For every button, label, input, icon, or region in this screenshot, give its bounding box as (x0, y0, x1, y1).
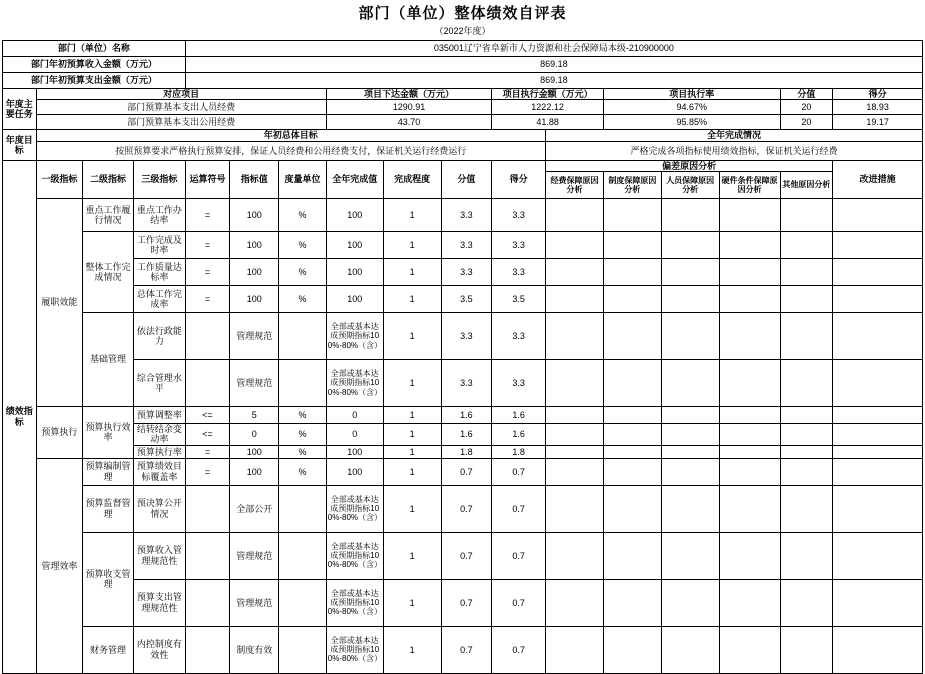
operator-cell: <= (185, 407, 230, 424)
col-dev-other: 其他原因分析 (780, 172, 833, 199)
dev-funding-cell (546, 532, 604, 579)
table-row-dept-name (3, 41, 923, 57)
score-cell: 1.6 (492, 424, 546, 446)
col-dev-hardware: 硬件条件保障原因分析 (719, 172, 780, 199)
col-deviation-group: 偏差原因分析 (546, 160, 833, 171)
dev-personnel-cell (661, 259, 719, 286)
target-cell: 制度有效 (230, 626, 279, 673)
full-score-cell: 1.6 (441, 424, 492, 446)
dev-system-cell (603, 199, 661, 232)
col-completion: 完成程度 (383, 160, 441, 198)
dev-hardware-cell (719, 626, 780, 673)
dev-funding-cell (546, 313, 604, 360)
score-cell: 0.7 (492, 532, 546, 579)
dev-hardware-cell (719, 360, 780, 407)
dev-hardware-cell (719, 313, 780, 360)
table-row-task-header (3, 89, 923, 100)
task-issued: 1290.91 (326, 100, 491, 115)
target-cell: 100 (230, 458, 279, 485)
target-cell: 0 (230, 424, 279, 446)
level3-cell: 工作质量达标率 (133, 259, 185, 286)
operator-cell (185, 485, 230, 532)
task-issued: 43.70 (326, 115, 491, 130)
dev-hardware-cell (719, 286, 780, 313)
measures-cell (833, 579, 923, 626)
score-cell: 3.5 (492, 286, 546, 313)
dev-system-cell (603, 286, 661, 313)
table-row (3, 445, 923, 458)
score-cell: 0.7 (492, 579, 546, 626)
table-row (3, 626, 923, 673)
target-cell: 管理规范 (230, 579, 279, 626)
dev-other-cell (780, 424, 833, 446)
dev-system-cell (603, 424, 661, 446)
annual-value-cell: 100 (326, 259, 383, 286)
completion-cell: 1 (383, 286, 441, 313)
dev-funding-cell (546, 360, 604, 407)
dev-funding-cell (546, 286, 604, 313)
unit-cell (279, 626, 327, 673)
operator-cell (185, 313, 230, 360)
task-col-project: 对应项目 (36, 89, 326, 100)
table-row-task-1 (3, 100, 923, 115)
unit-cell (279, 485, 327, 532)
dev-funding-cell (546, 259, 604, 286)
score-cell: 1.6 (492, 407, 546, 424)
target-cell: 100 (230, 286, 279, 313)
level1-cell: 管理效率 (36, 458, 83, 673)
completion-cell: 1 (383, 445, 441, 458)
score-cell: 3.3 (492, 313, 546, 360)
dev-personnel-cell (661, 199, 719, 232)
performance-self-evaluation-table (2, 40, 923, 674)
task-executed: 41.88 (492, 115, 604, 130)
task-col-issued: 项目下达金额（万元） (326, 89, 491, 100)
dev-personnel-cell (661, 232, 719, 259)
dev-personnel-cell (661, 286, 719, 313)
unit-cell: % (279, 458, 327, 485)
dev-other-cell (780, 232, 833, 259)
task-rate: 95.85% (603, 115, 780, 130)
budget-expense-value: 869.18 (185, 73, 922, 89)
level3-cell: 工作完成及时率 (133, 232, 185, 259)
task-section-label: 年度主要任务 (3, 89, 37, 130)
task-col-executed: 项目执行金额（万元） (492, 89, 604, 100)
table-row (3, 424, 923, 446)
target-cell: 管理规范 (230, 360, 279, 407)
completion-cell: 1 (383, 407, 441, 424)
measures-cell (833, 360, 923, 407)
level2-cell: 预算编制管理 (83, 458, 134, 485)
table-row-goal-content (3, 141, 923, 160)
dev-personnel-cell (661, 532, 719, 579)
full-score-cell: 3.3 (441, 232, 492, 259)
annual-value-cell: 全部或基本达成预期指标100%-80%（含） (326, 579, 383, 626)
annual-value-cell: 0 (326, 407, 383, 424)
col-dev-system: 制度保障原因分析 (603, 172, 661, 199)
full-score-cell: 3.3 (441, 259, 492, 286)
indicator-section-label-text: 绩效指标 (5, 406, 33, 427)
col-score: 得分 (492, 160, 546, 198)
document-page (0, 2, 925, 674)
table-row (3, 407, 923, 424)
dev-hardware-cell (719, 532, 780, 579)
unit-cell (279, 360, 327, 407)
task-col-full-score: 分值 (780, 89, 833, 100)
score-cell: 0.7 (492, 485, 546, 532)
level3-cell: 总体工作完成率 (133, 286, 185, 313)
dept-name-value: 035001辽宁省阜新市人力资源和社会保障局本级-210900000 (185, 41, 922, 57)
table-row (3, 286, 923, 313)
dev-other-cell (780, 532, 833, 579)
level2-cell: 重点工作履行情况 (83, 199, 134, 232)
dev-other-cell (780, 199, 833, 232)
dev-other-cell (780, 579, 833, 626)
level3-cell: 内控制度有效性 (133, 626, 185, 673)
dev-hardware-cell (719, 424, 780, 446)
dev-other-cell (780, 458, 833, 485)
budget-income-label: 部门年初预算收入金额（万元） (3, 57, 186, 73)
indicator-section-label (3, 160, 37, 673)
score-cell: 3.3 (492, 360, 546, 407)
table-row (3, 458, 923, 485)
table-row-goal-header (3, 130, 923, 141)
measures-cell (833, 424, 923, 446)
table-row (3, 360, 923, 407)
full-score-cell: 0.7 (441, 485, 492, 532)
table-row (3, 232, 923, 259)
full-score-cell: 3.3 (441, 360, 492, 407)
dev-funding-cell (546, 424, 604, 446)
dev-other-cell (780, 313, 833, 360)
dev-hardware-cell (719, 259, 780, 286)
operator-cell: = (185, 199, 230, 232)
level3-cell: 预算调整率 (133, 407, 185, 424)
col-level1: 一级指标 (36, 160, 83, 198)
completion-cell: 1 (383, 626, 441, 673)
col-unit: 度量单位 (279, 160, 327, 198)
task-rate: 94.67% (603, 100, 780, 115)
full-score-cell: 1.6 (441, 407, 492, 424)
target-cell: 100 (230, 199, 279, 232)
dept-name-label: 部门（单位）名称 (3, 41, 186, 57)
measures-cell (833, 232, 923, 259)
goal-col-initial: 年初总体目标 (36, 130, 546, 141)
col-full-score: 分值 (441, 160, 492, 198)
level3-cell: 预算执行率 (133, 445, 185, 458)
level3-cell: 重点工作办结率 (133, 199, 185, 232)
dev-other-cell (780, 407, 833, 424)
dev-system-cell (603, 626, 661, 673)
target-cell: 100 (230, 232, 279, 259)
measures-cell (833, 259, 923, 286)
col-measures: 改进措施 (833, 160, 923, 198)
unit-cell: % (279, 407, 327, 424)
dev-hardware-cell (719, 458, 780, 485)
dev-personnel-cell (661, 445, 719, 458)
level3-cell: 预算收入管理规范性 (133, 532, 185, 579)
task-full-score: 20 (780, 100, 833, 115)
full-score-cell: 3.3 (441, 313, 492, 360)
dev-hardware-cell (719, 485, 780, 532)
dev-personnel-cell (661, 458, 719, 485)
unit-cell: % (279, 445, 327, 458)
unit-cell: % (279, 286, 327, 313)
completion-cell: 1 (383, 360, 441, 407)
unit-cell: % (279, 424, 327, 446)
completion-cell: 1 (383, 532, 441, 579)
dev-personnel-cell (661, 360, 719, 407)
col-level3: 三级指标 (133, 160, 185, 198)
full-score-cell: 0.7 (441, 532, 492, 579)
goal-section-label: 年度目标 (3, 130, 37, 160)
task-col-score: 得分 (833, 89, 923, 100)
dev-other-cell (780, 259, 833, 286)
level2-cell: 财务管理 (83, 626, 134, 673)
level3-cell: 依法行政能力 (133, 313, 185, 360)
dev-funding-cell (546, 232, 604, 259)
dev-system-cell (603, 458, 661, 485)
completion-cell: 1 (383, 424, 441, 446)
level1-cell: 预算执行 (36, 407, 83, 459)
table-row-indicator-header-1 (3, 160, 923, 171)
full-score-cell: 0.7 (441, 579, 492, 626)
unit-cell: % (279, 259, 327, 286)
level2-cell: 整体工作完成情况 (83, 232, 134, 313)
dev-system-cell (603, 579, 661, 626)
operator-cell (185, 579, 230, 626)
target-cell: 100 (230, 259, 279, 286)
completion-cell: 1 (383, 579, 441, 626)
dev-hardware-cell (719, 579, 780, 626)
dev-system-cell (603, 232, 661, 259)
dev-funding-cell (546, 445, 604, 458)
table-row (3, 532, 923, 579)
annual-value-cell: 100 (326, 232, 383, 259)
target-cell: 全部公开 (230, 485, 279, 532)
target-cell: 5 (230, 407, 279, 424)
annual-value-cell: 全部或基本达成预期指标100%-80%（含） (326, 313, 383, 360)
unit-cell: % (279, 232, 327, 259)
completion-cell: 1 (383, 259, 441, 286)
score-cell: 0.7 (492, 626, 546, 673)
table-row (3, 313, 923, 360)
dev-personnel-cell (661, 424, 719, 446)
unit-cell (279, 579, 327, 626)
dev-hardware-cell (719, 199, 780, 232)
annual-value-cell: 全部或基本达成预期指标100%-80%（含） (326, 485, 383, 532)
page-subtitle: （2022年度） (434, 26, 491, 36)
col-dev-funding: 经费保障原因分析 (546, 172, 604, 199)
col-target: 指标值 (230, 160, 279, 198)
dev-system-cell (603, 532, 661, 579)
dev-system-cell (603, 360, 661, 407)
table-row (3, 485, 923, 532)
operator-cell: = (185, 458, 230, 485)
dev-system-cell (603, 313, 661, 360)
task-executed: 1222.12 (492, 100, 604, 115)
operator-cell: = (185, 445, 230, 458)
dev-personnel-cell (661, 626, 719, 673)
operator-cell (185, 360, 230, 407)
completion-cell: 1 (383, 232, 441, 259)
col-dev-personnel: 人员保障原因分析 (661, 172, 719, 199)
measures-cell (833, 445, 923, 458)
dev-other-cell (780, 485, 833, 532)
col-operator: 运算符号 (185, 160, 230, 198)
completion-cell: 1 (383, 199, 441, 232)
full-score-cell: 0.7 (441, 626, 492, 673)
completion-cell: 1 (383, 485, 441, 532)
score-cell: 1.8 (492, 445, 546, 458)
dev-system-cell (603, 445, 661, 458)
full-score-cell: 3.5 (441, 286, 492, 313)
measures-cell (833, 199, 923, 232)
level2-cell: 预算收支管理 (83, 532, 134, 626)
operator-cell (185, 626, 230, 673)
dev-funding-cell (546, 579, 604, 626)
measures-cell (833, 458, 923, 485)
target-cell: 管理规范 (230, 313, 279, 360)
measures-cell (833, 626, 923, 673)
operator-cell: <= (185, 424, 230, 446)
table-row-budget-income (3, 57, 923, 73)
measures-cell (833, 485, 923, 532)
measures-cell (833, 313, 923, 360)
operator-cell: = (185, 259, 230, 286)
task-project: 部门预算基本支出人员经费 (36, 100, 326, 115)
dev-personnel-cell (661, 407, 719, 424)
completion-cell: 1 (383, 458, 441, 485)
dev-other-cell (780, 360, 833, 407)
task-project: 部门预算基本支出公用经费 (36, 115, 326, 130)
task-full-score: 20 (780, 115, 833, 130)
level3-cell: 预算支出管理规范性 (133, 579, 185, 626)
budget-expense-label: 部门年初预算支出金额（万元） (3, 73, 186, 89)
dev-system-cell (603, 485, 661, 532)
table-row-budget-expense (3, 73, 923, 89)
dev-funding-cell (546, 199, 604, 232)
col-annual-value: 全年完成值 (326, 160, 383, 198)
goal-initial-text: 按照预算要求严格执行预算安排，保证人员经费和公用经费支付，保证机关运行经费运行 (36, 141, 546, 160)
level3-cell: 综合管理水平 (133, 360, 185, 407)
score-cell: 3.3 (492, 259, 546, 286)
dev-other-cell (780, 626, 833, 673)
annual-value-cell: 100 (326, 286, 383, 313)
dev-funding-cell (546, 407, 604, 424)
annual-value-cell: 100 (326, 445, 383, 458)
annual-value-cell: 100 (326, 199, 383, 232)
full-score-cell: 3.3 (441, 199, 492, 232)
level2-cell: 预算监督管理 (83, 485, 134, 532)
full-score-cell: 0.7 (441, 458, 492, 485)
dev-hardware-cell (719, 445, 780, 458)
dev-funding-cell (546, 485, 604, 532)
measures-cell (833, 286, 923, 313)
task-col-rate: 项目执行率 (603, 89, 780, 100)
operator-cell (185, 532, 230, 579)
score-cell: 0.7 (492, 458, 546, 485)
dev-other-cell (780, 445, 833, 458)
annual-value-cell: 全部或基本达成预期指标100%-80%（含） (326, 532, 383, 579)
dev-personnel-cell (661, 485, 719, 532)
dev-hardware-cell (719, 407, 780, 424)
measures-cell (833, 407, 923, 424)
completion-cell: 1 (383, 313, 441, 360)
goal-actual-text: 严格完成各项指标使用绩效指标，保证机关运行经费 (546, 141, 923, 160)
table-row (3, 259, 923, 286)
table-row (3, 579, 923, 626)
score-cell: 3.3 (492, 199, 546, 232)
annual-value-cell: 100 (326, 458, 383, 485)
score-cell: 3.3 (492, 232, 546, 259)
level3-cell: 预算绩效目标覆盖率 (133, 458, 185, 485)
task-score: 19.17 (833, 115, 923, 130)
task-score: 18.93 (833, 100, 923, 115)
measures-cell (833, 532, 923, 579)
goal-col-actual: 全年完成情况 (546, 130, 923, 141)
unit-cell (279, 532, 327, 579)
dev-other-cell (780, 286, 833, 313)
level2-cell: 基础管理 (83, 313, 134, 407)
budget-income-value: 869.18 (185, 57, 922, 73)
level3-cell: 结转结余变动率 (133, 424, 185, 446)
level3-cell: 预决算公开情况 (133, 485, 185, 532)
target-cell: 管理规范 (230, 532, 279, 579)
dev-funding-cell (546, 626, 604, 673)
dev-system-cell (603, 407, 661, 424)
dev-system-cell (603, 259, 661, 286)
target-cell: 100 (230, 445, 279, 458)
level1-cell: 履职效能 (36, 199, 83, 407)
table-row-task-2 (3, 115, 923, 130)
annual-value-cell: 全部或基本达成预期指标100%-80%（含） (326, 626, 383, 673)
operator-cell: = (185, 232, 230, 259)
table-row (3, 199, 923, 232)
annual-value-cell: 全部或基本达成预期指标100%-80%（含） (326, 360, 383, 407)
full-score-cell: 1.8 (441, 445, 492, 458)
unit-cell: % (279, 199, 327, 232)
dev-hardware-cell (719, 232, 780, 259)
col-level2: 二级指标 (83, 160, 134, 198)
operator-cell: = (185, 286, 230, 313)
level2-cell: 预算执行效率 (83, 407, 134, 459)
page-title: 部门（单位）整体绩效自评表 (358, 5, 567, 22)
dev-personnel-cell (661, 313, 719, 360)
dev-personnel-cell (661, 579, 719, 626)
annual-value-cell: 0 (326, 424, 383, 446)
dev-funding-cell (546, 458, 604, 485)
unit-cell (279, 313, 327, 360)
